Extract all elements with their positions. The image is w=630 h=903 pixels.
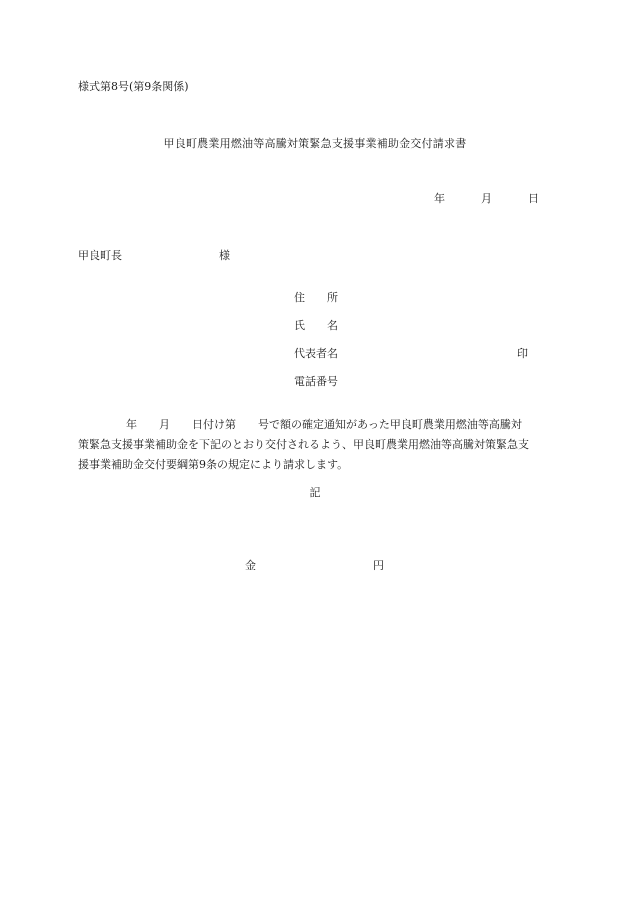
body-line: 援事業補助金交付要綱第9条の規定により請求します。 — [78, 458, 349, 471]
date-year-label: 年 — [434, 192, 445, 205]
document-title: 甲良町農業用燃油等高騰対策緊急支援事業補助金交付請求書 — [163, 137, 467, 150]
ki-heading: 記 — [309, 486, 321, 499]
name-label: 氏 名 — [294, 319, 338, 332]
date-day-label: 日 — [528, 192, 539, 205]
amount-label: 金 — [245, 559, 256, 572]
seal-label: 印 — [517, 347, 528, 360]
addressee-honorific: 様 — [219, 249, 230, 262]
address-label: 住 所 — [294, 291, 338, 304]
request-body-paragraph — [78, 415, 556, 475]
yen-unit-label: 円 — [373, 559, 384, 572]
addressee-name: 甲良町長 — [78, 249, 122, 262]
body-line: 年 月 日付け第 号で額の確定通知があった甲良町農業用燃油等高騰対 — [126, 418, 522, 431]
phone-number-label: 電話番号 — [294, 375, 338, 388]
date-month-label: 月 — [481, 192, 492, 205]
form-number: 様式第8号(第9条関係) — [78, 80, 189, 93]
body-line: 策緊急支援事業補助金を下記のとおり交付されるよう、甲良町農業用燃油等高騰対策緊急支 — [78, 438, 529, 451]
representative-name-label: 代表者名 — [294, 347, 338, 360]
